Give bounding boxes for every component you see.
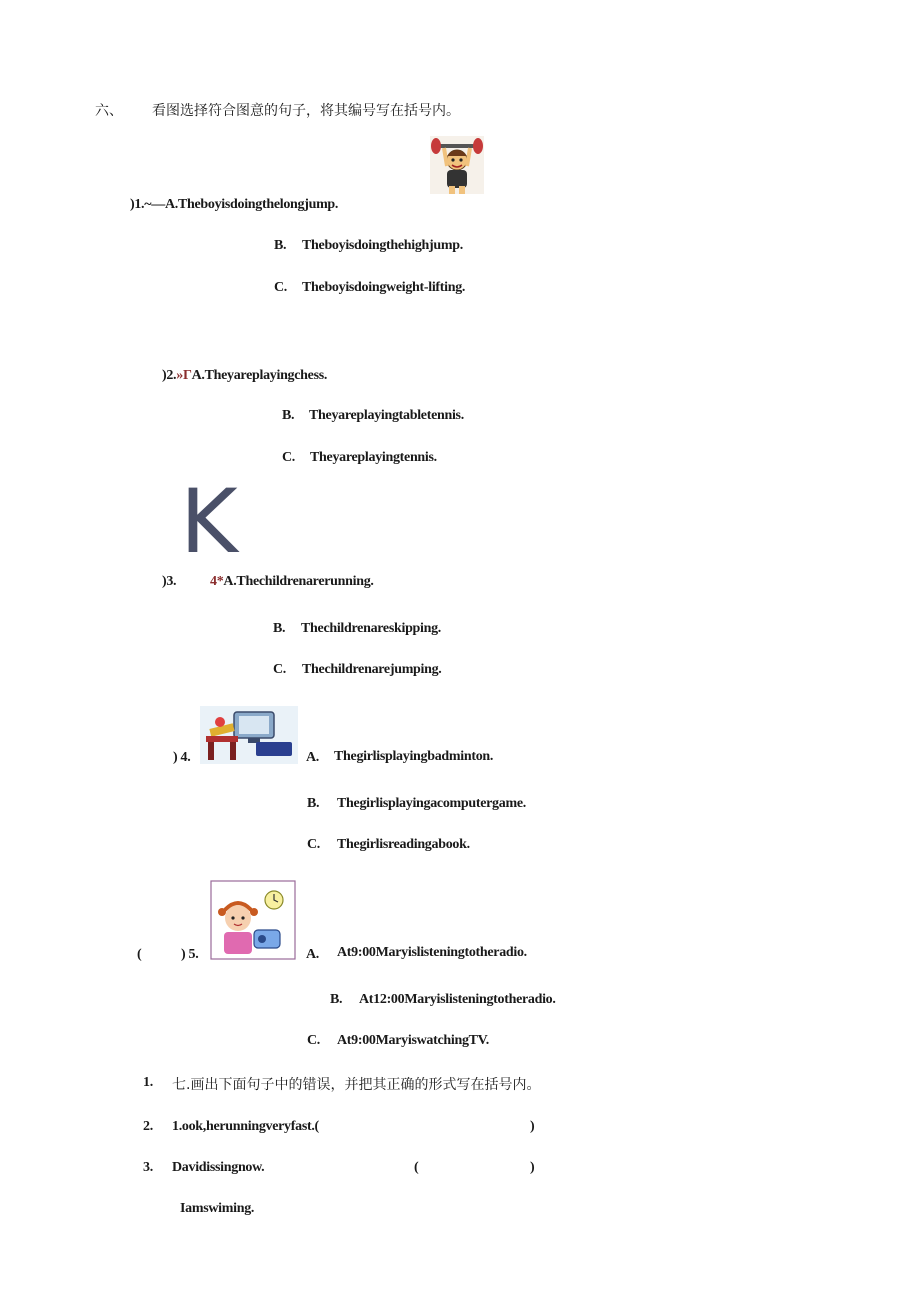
q1-line-a — [130, 197, 338, 213]
s7-sentence-4: Iamswiming. — [180, 1201, 255, 1216]
q2-option-b-letter: B. — [282, 408, 295, 423]
q1-glyph: ~— — [144, 197, 165, 212]
q5-prefix: ) 5. — [181, 947, 199, 962]
q5-option-a-letter: A. — [306, 947, 320, 962]
q2-option-c-letter: C. — [282, 450, 296, 465]
q3-option-b-letter: B. — [273, 621, 286, 636]
q4-option-a: Thegirlisplayingbadminton. — [334, 749, 494, 764]
girl-radio-illustration — [210, 880, 296, 960]
q5-option-b-letter: B. — [330, 992, 343, 1007]
s7-sentence-2-paren-close: ) — [530, 1119, 535, 1134]
q3-big-letter: K — [180, 470, 238, 573]
q2-option-a: A.Theyareplayingchess. — [191, 368, 328, 383]
q2-line-a — [162, 368, 327, 384]
q3-line-a — [210, 574, 374, 590]
q3-glyph: 4* — [210, 574, 224, 589]
section-instruction: 看图选择符合图意的句子，将其编号写在括号内。 — [152, 103, 460, 119]
q3-option-c: Thechildrenarejumping. — [302, 662, 442, 677]
q4-option-c: Thegirlisreadingabook. — [337, 837, 470, 852]
q3-prefix: )3. — [162, 574, 177, 589]
q1-option-a: A.Theboyisdoingthelongjump. — [164, 197, 339, 212]
q3-option-c-letter: C. — [273, 662, 287, 677]
q5-option-a: At9:00Maryislisteningtotheradio. — [337, 945, 527, 960]
s7-instruction: 七.画出下面句子中的错误，并把其正确的形式写在括号内。 — [172, 1077, 541, 1093]
s7-line1-number: 1. — [143, 1075, 153, 1090]
q2-glyph: »Γ — [176, 368, 192, 383]
q4-option-a-letter: A. — [306, 750, 320, 765]
computer-desk-illustration — [200, 706, 298, 764]
q1-option-b-letter: B. — [274, 238, 287, 253]
s7-sentence-3-paren-close: ) — [530, 1160, 535, 1175]
section-number: 六、 — [95, 103, 123, 119]
q5-answer-paren-open: ( — [137, 947, 142, 962]
q1-option-c-letter: C. — [274, 280, 288, 295]
q2-option-c: Theyareplayingtennis. — [310, 450, 437, 465]
weightlifter-illustration — [430, 136, 484, 194]
q5-option-c: At9:00MaryiswatchingTV. — [337, 1033, 489, 1048]
q4-option-c-letter: C. — [307, 837, 321, 852]
s7-line2-number: 2. — [143, 1119, 153, 1134]
s7-sentence-3: Davidissingnow. — [172, 1160, 265, 1175]
s7-line3-number: 3. — [143, 1160, 153, 1175]
q1-option-b: Theboyisdoingthehighjump. — [302, 238, 463, 253]
q2-prefix: )2. — [162, 368, 177, 383]
q4-option-b: Thegirlisplayingacomputergame. — [337, 796, 526, 811]
q5-option-c-letter: C. — [307, 1033, 321, 1048]
q4-option-b-letter: B. — [307, 796, 320, 811]
q5-option-b: At12:00Maryislisteningtotheradio. — [359, 992, 556, 1007]
q2-option-b: Theyareplayingtabletennis. — [309, 408, 464, 423]
q1-option-c: Theboyisdoingweight-lifting. — [302, 280, 466, 295]
q1-prefix: )1. — [130, 197, 145, 212]
s7-sentence-3-paren-open: ( — [414, 1160, 419, 1175]
q4-prefix: ) 4. — [173, 750, 191, 765]
s7-sentence-2: 1.ook,herunningveryfast.( — [172, 1119, 319, 1134]
q3-option-b: Thechildrenareskipping. — [301, 621, 442, 636]
q3-option-a: A.Thechildrenarerunning. — [223, 574, 374, 589]
